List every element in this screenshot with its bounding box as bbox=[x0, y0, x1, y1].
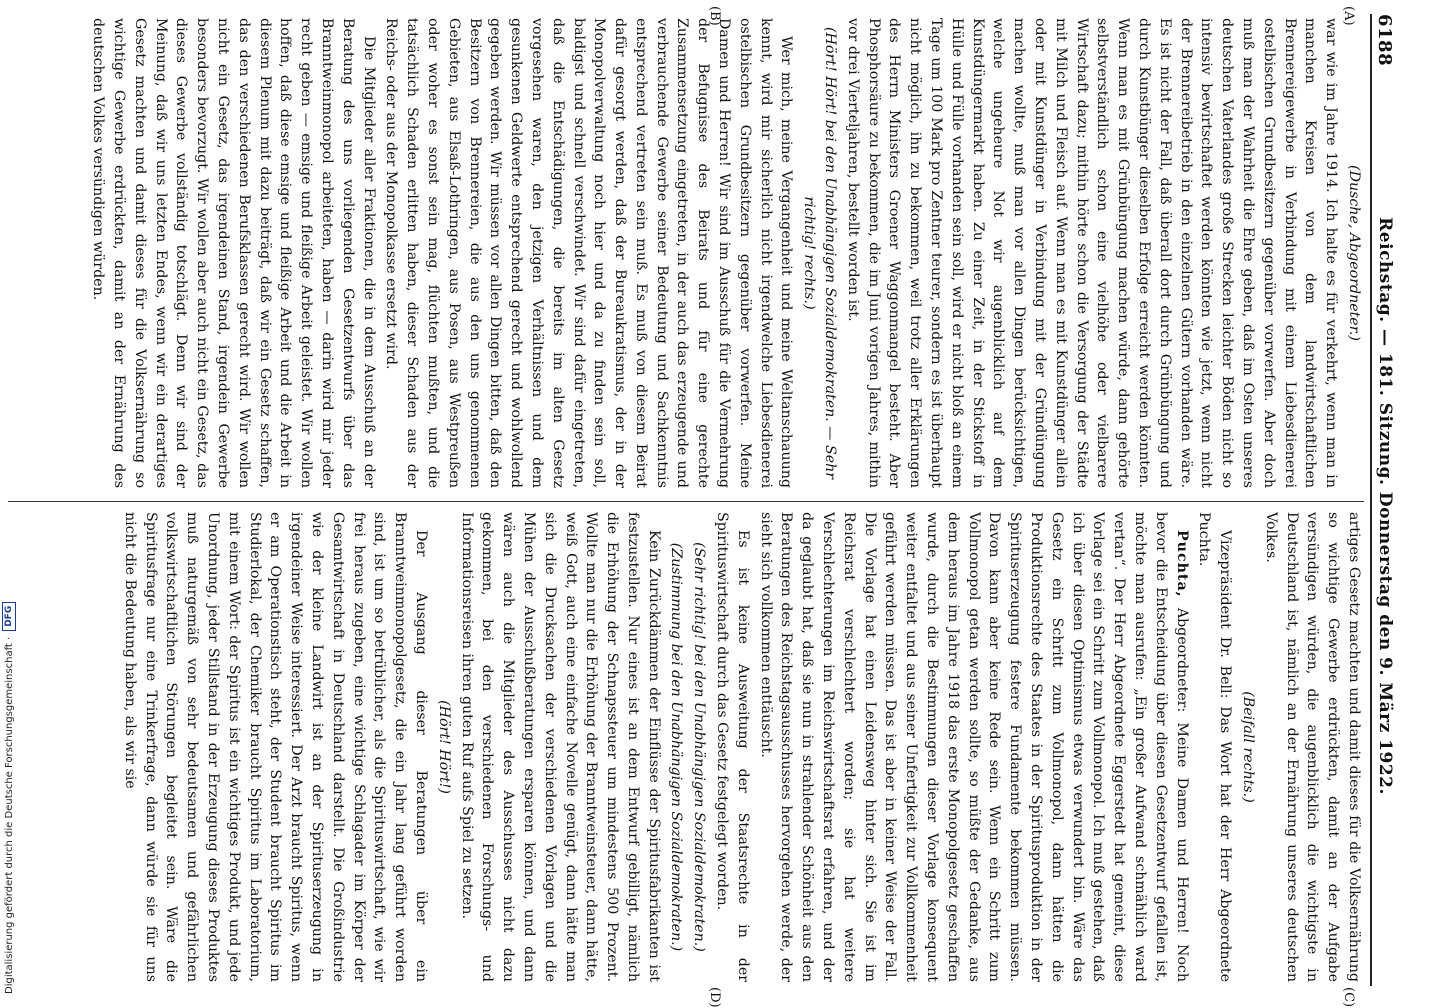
paragraph: Der Ausgang dieser Beratungen über ein Branntweinmonopolgesetz, die ein Jahr lang geführt worden sind, ist um so betrüblicher, als die Spirituswirtschaft, wie wir frei heraus zugeben, eine wichtige Schlagader im Körper der Gesamtwirtschaft in Deutschland darstellt. Die Großindustrie wie der kleine Landwirt ist an der Spirituserzeugung in irgendeiner Weise interessiert. Der Arzt braucht Spiritus, wenn er am Operationstisch steht, der Student braucht Spiritus im Studierlokal, der Chemiker braucht Spiritus im Laboratorium, mit einem Wort: der Spiritus ist ein wichtiges Produkt, und jede Unordnung, jeder Stillstand in der Erzeugung dieses Produktes muß naturgemäß von sehr bedeutsamen und gefährlichen volkswirtschaftlichen Störungen begleitet sein. Wäre die Spiritusfrage nur eine Trinkerfrage, dann würde sie für uns nicht die Bedeutung haben, als wir sie bbox=[121, 512, 429, 982]
speech-text: Abgeordneter: Meine Damen und Herren! Noch bevor die Entscheidung über diesen Gesetzentwurf gefallen ist, möchte man ausrufen: „Ein großer Aufwand schmählich ward vertan“. Der Herr Abgeordnete Eggerstedt hat gemeint, diese Vorlage sei ein Schritt zum Vollmonopol. Ich muß gestehen, daß ich über diesen Optimismus etwas verwundert bin. Wäre das Gesetz ein Schritt zum Vollmonopol, dann hätten die Produktionsrechte des Staates in der Spiritusproduktion in der Spirituserzeugung festere Fundamente bekommen müssen. Davon kann aber keine Rede sein. Wenn ein Schritt zum Vollmonopol getan werden sollte, so müßte der Gedanke, aus dem heraus im Jahre 1918 das erste Monopolgesetz geschaffen wurde, durch die Bestimmungen dieser Vorlage konsequent weiter entfaltet und aus seiner Unfertigkeit zur Vollkommenheit geführt werden müssen. Das ist aber in keiner Weise der Fall. Die Vorlage hat einen Leidensweg hinter sich. Sie ist im Reichsrat verschlechtert worden; sie hat weitere Verschlechterungen im Reichswirtschaftsrat erfahren, und der da geglaubt hat, daß sie nun in strahlender Schönheit aus den Beratungen des Reichstagsausschusses hervorgehen werde, der sieht sich vollkommen enttäuscht. bbox=[757, 512, 1190, 982]
page-running-title: Reichstag. — 181. Sitzung. Donnerstag den 9. März 1922. bbox=[1375, 217, 1395, 795]
right-column bbox=[8, 512, 1364, 982]
interjection: (Sehr richtig! bei den Unabhängigen Sozialdemokraten.) bbox=[691, 542, 708, 952]
interjection: (Hört! Hört!) bbox=[435, 700, 452, 794]
speaker-continuation: (Dusche, Abgeordneter.) bbox=[1346, 165, 1362, 341]
digitization-credit bbox=[2, 474, 16, 994]
paragraph: Wer mich, meine Vergangenheit und meine Weltanschauung kennt, wird mir sicherlich nicht irgendwelche Liebesdienerei ostelbischen Grundbesitzern gegenüber vorwerfen. Meine Damen und Herren! Wir sind im Ausschuß für die Vermehrung der Befugnisse des Beirats und für eine gerechte Zusammensetzung eingetreten, in der auch das erzeugende und verbrauchende Gewerbe seiner Bedeutung und Sachkenntnis entsprechend vertreten sein muß. Es muß von diesem Beirat dafür gesorgt werden, daß der Bureaukratismus, der in der Monopolverwaltung noch hier und da zu finden sein soll, baldigst und schnell verschwindet. Wir sind dafür eingetreten, daß die Entschädigungen, die bereits im alten Gesetz vorgesehen waren, den jetzigen Verhältnissen und dem gesunkenen Geldwerte entsprechend gerecht und wohlwollend gegeben werden. Wir müssen vor allen Dingen bitten, daß den Besitzern von Brennereien, die aus den uns genommenen Gebieten, aus Elsaß-Lothringen, aus Posen, aus Westpreußen oder woher es sonst sein mag, flüchten mußten, und die tatsächlich Schaden erlitten haben, dieser Schaden aus der Reichs- oder aus der Monopolkasse ersetzt wird. bbox=[383, 18, 795, 488]
dfg-logo: DFG bbox=[2, 602, 16, 631]
chair-announcement: Vizepräsident Dr. Bell: Das Wort hat der Herr Abgeordnete Puchta. bbox=[1196, 512, 1234, 982]
paragraph: Die Mitglieder aller Fraktionen, die in dem Ausschuß an der Beratung des uns vorliegenden Gesetzentwurfs über das Branntweinmonopol arbeiteten, haben — darin wird mir jeder recht geben — emsige und fleißige Arbeit geleistet. Wir wollen hoffen, daß diese emsige und fleißige Arbeit und die Arbeit in diesem Plenum mit dazu beiträgt, daß wir ein Gesetz schaffen, das den verschiedenen Berufsklassen gerecht wird. Wir wollen nicht ein Gesetz, das irgendeinen Stand, irgendein Gewerbe besonders bevorzugt. Wir wollen aber auch nicht ein Gesetz, das dieses Gewerbe vollständig totschlägt. Denn wir sind der Meinung, daß wir uns letzten Endes, wenn wir ein derartiges Gesetz machten und damit dieses für die Volksernährung so wichtige Gewerbe erdrückten, damit an der Ernährung des deutschen Volkes versündigen würden. bbox=[90, 18, 377, 488]
speech-opening bbox=[755, 512, 1192, 982]
interjection: (Hört! Hört! bei den Unabhängigen Sozialdemokraten. — Sehr richtig! rechts.) bbox=[801, 26, 839, 480]
page-number: 6188 bbox=[1374, 14, 1396, 67]
margin-letter-d: (D) bbox=[707, 987, 722, 1008]
margin-letter-a: (A) bbox=[1341, 6, 1356, 26]
margin-letter-b: (B) bbox=[707, 6, 722, 26]
interjection: (Zustimmung bei den Unabhängigen Sozialdemokraten.) bbox=[668, 542, 685, 952]
paragraph: Kein Zurückdämmen der Einflüsse der Spiritusfabrikanten ist festzustellen. Nur eines ist an dem Entwurf gebilligt, nämlich die Erhöhung der Schnapssteuer um mindestens 500 Prozent. Wollte man nur die Erhöhung der Branntweinsteuer, dann hätte, weiß Gott, auch eine einfache Novelle genügt, dann hätte man sich die Drucksachen der verschiedenen Vorlagen und die Mühen der Ausschußberatungen ersparen können, und dann wären auch die Mitglieder des Ausschusses nicht dazu gekommen, bei den verschiedenen Forschungs- und Informationsreisen ihren guten Ruf aufs Spiel zu setzen. bbox=[458, 512, 662, 982]
page-header bbox=[1370, 14, 1398, 986]
column-divider bbox=[8, 501, 1364, 502]
interjection: (Beifall rechts.) bbox=[1240, 691, 1257, 803]
speaker-name: Puchta, bbox=[1173, 530, 1190, 598]
left-column bbox=[8, 18, 1364, 488]
paragraph: Es ist keine Ausweitung der Staatsrechte in der Spirituswirtschaft durch das Gesetz festgelegt worden. bbox=[714, 512, 751, 982]
paragraph: artiges Gesetz machten und damit dieses für die Volksernährung so wichtige Gewerbe erdrückten, damit an der Aufgabe versündigen würden, die augenblicklich die wichtigste in Deutschland ist, nämlich an der Ernährung unseres deutschen Volkes. bbox=[1262, 512, 1362, 982]
margin-letter-c: (C) bbox=[1341, 987, 1356, 1008]
credit-text: Digitalisierung gefördert durch die Deutsche Forschungsgemeinschaft · bbox=[3, 636, 15, 994]
paragraph: war wie im Jahre 1914. Ich halte es für verkehrt, wenn man in manchen Kreisen von dem landwirtschaftlichen Brennereigewerbe in Verbindung mit einem Liebesdienerei ostelbischen Grundbesitzern gegenüber vorwerfen. Aber doch muß man der Wahrheit die Ehre geben, daß im Osten unseres deutschen Vaterlandes große Strecken leichter Böden nicht so intensiv bewirtschaftet werden könnten wie jetzt, wenn nicht der Brennereibetrieb in den einzelnen Gütern vorhanden wäre. Es ist nicht der Fall, daß überall dort durch Grünbüngung und durch Kunstbünger dieselben Erfolge erreicht werden könnten. Wenn man es mit Grünbüngung machen würde, dann gehörte selbstverständlich schon eine vielhöhe oder vielbarere Wirtschaft dazu; mithin hörte schon die Versorgung der Städte mit Milch und Fleisch auf. Wenn man es mit Kunstdünger allein oder mit Kunstdünger in Verbindung mit der Gründüngung machen wollte, muß man vor allen Dingen berücksichtigen, welche ungeheure Not wir augenblicklich auf dem Kunstdüngermarkt haben. Zu einer Zeit, in der Stickstoff in Hülle und Fülle vorhanden sein soll, wird er nicht bloß an einem Tage um 100 Mark pro Zentner teurer, sondern es ist überhaupt nicht möglich, ihn zu bekommen, weil trotz aller Erklärungen des Herrn Ministers Groener Waggonmangel besteht. Aber Phosphorsäure zu bekommen, die im Juni vorigen Jahres, mithin vor drei Vierteljahren, bestellt worden ist. bbox=[844, 18, 1340, 488]
